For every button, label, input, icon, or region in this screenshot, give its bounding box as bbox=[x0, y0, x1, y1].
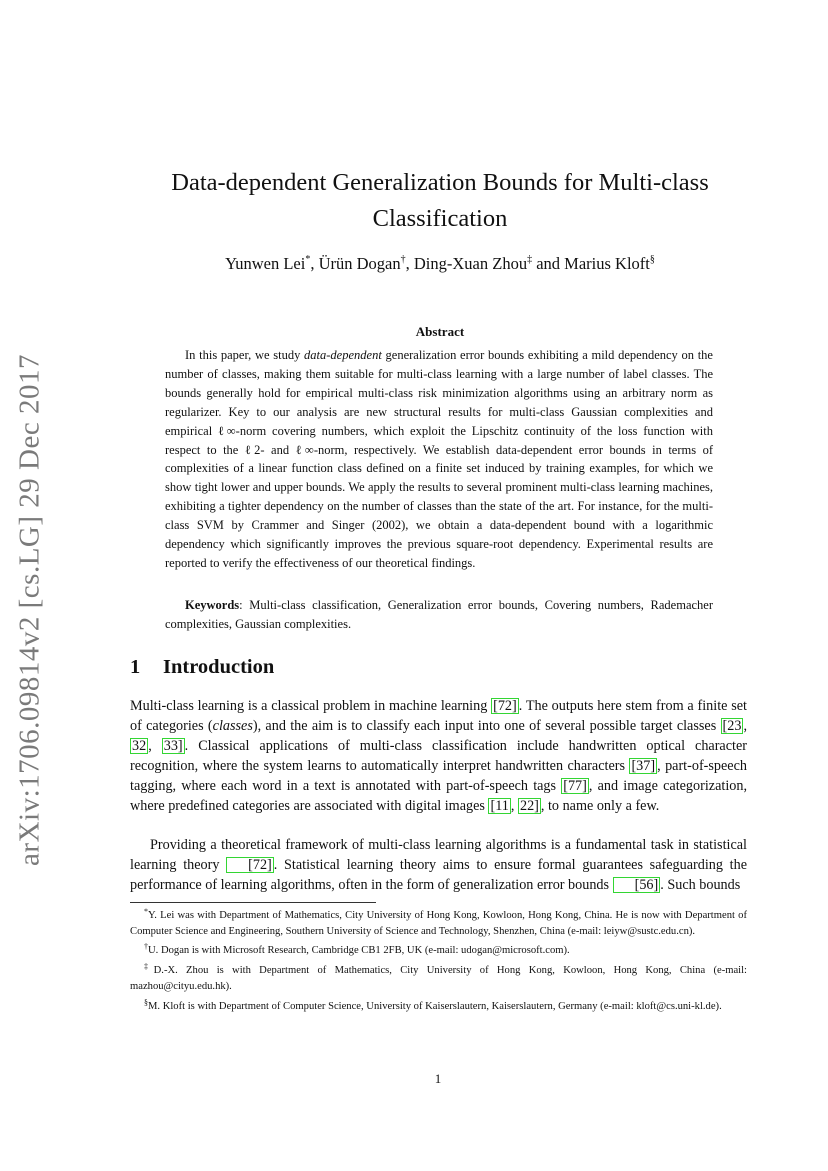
abstract-text bbox=[165, 346, 713, 573]
keywords-text: : Multi-class classification, Generalization error bounds, Covering numbers, Rademacher complexities, Gaussian complexities. bbox=[165, 598, 713, 631]
footnote bbox=[130, 995, 747, 1015]
title-line-1: Data-dependent Generalization Bounds for Multi-class bbox=[171, 169, 709, 196]
text-run: . Statistical learning theory aims to ensure formal guarantees safeguarding the performance of learning algorithms, often in the form of generalization error bounds bbox=[130, 856, 747, 893]
footnote-mark: † bbox=[144, 942, 148, 952]
footnote-text: M. Kloft is with Department of Computer Science, University of Kaiserslautern, Kaiserslautern, Germany (e-mail: kloft@cs.uni-kl.de). bbox=[148, 1000, 722, 1012]
author-mark[interactable]: ‡ bbox=[527, 254, 533, 265]
citation-link[interactable]: [11 bbox=[490, 797, 509, 814]
text-run: . Classical applications of multi-class classification include handwritten optical character recognition, where the system learns to automatically interpret handwritten characters bbox=[130, 737, 747, 774]
citation-link[interactable]: [77] bbox=[563, 777, 587, 794]
author-mark[interactable]: § bbox=[649, 254, 655, 265]
text-run: Multi-class learning is a classical problem in machine learning bbox=[130, 698, 492, 714]
emphasis: classes bbox=[212, 717, 253, 734]
author-name: Ürün Dogan bbox=[318, 254, 401, 273]
footnotes bbox=[130, 904, 747, 1014]
footnote-mark: * bbox=[144, 907, 148, 916]
section-heading bbox=[130, 656, 274, 679]
author-list bbox=[150, 254, 730, 274]
author-name: Yunwen Lei bbox=[225, 254, 306, 273]
citation-link[interactable]: [72] bbox=[493, 698, 517, 714]
text-run: , part-of-speech tagging, where each word in a text is annotated with part-of-speech tags bbox=[130, 757, 747, 794]
footnote bbox=[130, 959, 747, 994]
footnote bbox=[130, 939, 747, 959]
author-mark[interactable]: † bbox=[400, 254, 406, 265]
footnote-text: U. Dogan is with Microsoft Research, Cambridge CB1 2FB, UK (e-mail: udogan@microsoft.com). bbox=[148, 945, 570, 957]
author-separator: and bbox=[532, 254, 565, 273]
abstract-heading: Abstract bbox=[415, 324, 465, 339]
paper-title bbox=[150, 165, 730, 237]
citation-link[interactable]: [37] bbox=[631, 757, 656, 774]
text-run: , and image categorization, where predefined categories are associated with digital images bbox=[130, 777, 747, 814]
citation-link[interactable]: 33] bbox=[163, 737, 183, 754]
citation-link[interactable]: [72] bbox=[226, 857, 274, 873]
author-separator: , bbox=[405, 254, 414, 273]
title-line-2: Classification bbox=[372, 205, 508, 232]
arxiv-identifier-stamp: arXiv:1706.09814v2 [cs.LG] 29 Dec 2017 bbox=[13, 354, 46, 866]
abstract-text-part: generalization error bounds exhibiting a mild dependency on the number of classes, making them suitable for multi-class learning with a large number of label classes. The bounds generally hold for empirical multi-class risk minimization algorithms using an arbitrary norm as regularizer. Key to our analysis are new structural results for multi-class Gaussian complexities and empirical ℓ∞-norm covering numbers, which exploit the Lipschitz continuity of the loss function with respect to the ℓ2- and ℓ∞-norm, respectively. We establish data-dependent error bounds in terms of complexities of a linear function class defined on a finite set induced by training examples, for which we show tight lower and upper bounds. We apply the results to several prominent multi-class learning machines, exhibiting a tighter dependency on the number of classes than the state of the art. For instance, for the multi-class SVM by Crammer and Singer (2002), we obtain a data-dependent bound with a logarithmic dependency which significantly improves the previous square-root dependency. Experimental results are reported to verify the effectiveness of our theoretical findings. bbox=[165, 348, 713, 570]
footnote-mark: § bbox=[144, 997, 148, 1007]
text-run: , to name only a few. bbox=[540, 797, 660, 814]
intro-paragraph-2 bbox=[130, 836, 747, 896]
citation-link[interactable]: 22] bbox=[519, 797, 539, 814]
text-run: . The outputs here stem from a finite set of categories ( bbox=[130, 698, 747, 734]
author-separator: , bbox=[310, 254, 319, 273]
keywords-label: Keywords bbox=[185, 598, 240, 612]
citation-link[interactable]: [23 bbox=[722, 717, 742, 734]
citation-link[interactable]: 32 bbox=[132, 737, 147, 754]
footnote-text: D.-X. Zhou is with Department of Mathematics, City University of Hong Kong, Kowloon, Hong Kong, China (e-mail: mazhou@cityu.edu.hk). bbox=[130, 965, 747, 992]
text-run: Providing a theoretical framework of multi-class learning algorithms is a fundamental task in statistical learning theory bbox=[130, 837, 747, 873]
footnote-divider bbox=[130, 902, 376, 903]
page-number: 1 bbox=[434, 1071, 442, 1086]
text-run: . Such bounds bbox=[660, 876, 741, 893]
text-run: ), and the aim is to classify each input into one of several possible target classes bbox=[252, 717, 721, 734]
section-number: 1 bbox=[130, 656, 141, 678]
footnote bbox=[130, 904, 747, 939]
footnote-text: Y. Lei was with Department of Mathematics, City University of Hong Kong, Kowloon, Hong Kong, China. He is now with Department of Computer Science and Engineering, Southern University of Science and Technology, Shenzhen, China (e-mail: leiyw@sustc.edu.cn). bbox=[130, 910, 747, 937]
author-mark[interactable]: * bbox=[305, 254, 311, 265]
footnote-mark: ‡ bbox=[144, 962, 154, 972]
abstract-text-part: In this paper, we study bbox=[185, 348, 305, 362]
author-name: Ding-Xuan Zhou bbox=[413, 254, 528, 273]
intro-paragraph-1: Multi-class learning is a classical problem in machine learning [72] . The outputs here stem from a finite set of categories (classes), and the aim is to classify each input into one of several possible target classes [23 , 32 , 33] . Classical applications of multi-class classification include handwritten optical character recognition, where the system learns to automatically interpret handwritten characters [37] , part-of-speech tagging, where each word in a text is annotated with part-of-speech tags [77] , and image categorization, where predefined categories are associated with digital images [11 , 22] , to name only a few. bbox=[130, 698, 747, 814]
section-title: Introduction bbox=[163, 656, 275, 678]
author-name: Marius Kloft bbox=[564, 254, 650, 273]
abstract-emphasis: data-dependent bbox=[304, 348, 382, 362]
keywords bbox=[165, 596, 713, 634]
citation-link[interactable]: [56] bbox=[613, 877, 661, 893]
